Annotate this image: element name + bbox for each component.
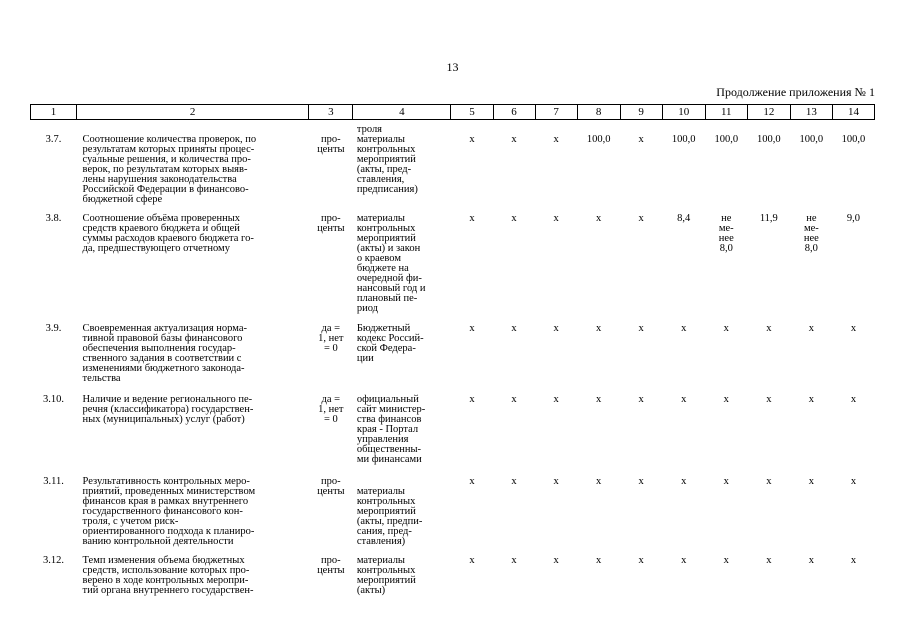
- text-line: изменениями бюджетного законода-: [82, 363, 245, 374]
- text-line: ства финансов: [356, 414, 422, 425]
- text-line: риод: [356, 303, 379, 314]
- text-line: x: [681, 323, 687, 334]
- unit-of-measure: [309, 477, 353, 556]
- table-row: [31, 324, 875, 395]
- value-cell-col-6: [493, 556, 535, 608]
- text-line: 8,0: [804, 243, 818, 254]
- text-line: финансов края в рамках внутреннего: [82, 496, 249, 507]
- text-line: да =: [321, 323, 341, 334]
- text-line: (акты, предпи-: [356, 516, 423, 527]
- value-cell-col-6: [493, 395, 535, 477]
- text-line: нее: [718, 233, 734, 244]
- row-number: 3.9.: [45, 323, 62, 334]
- value-cell-col-7: [535, 135, 577, 214]
- text-line: x: [511, 555, 517, 566]
- text-line: 11,9: [759, 213, 778, 224]
- value-cell-col-10: [662, 395, 705, 477]
- text-line: 100,0: [586, 134, 611, 145]
- value-cell-col-12: [747, 395, 790, 477]
- value-cell-col-14: [832, 135, 874, 214]
- value-cell-col-14: [832, 477, 874, 556]
- text-line: не: [806, 213, 817, 224]
- text-line: ме-: [718, 223, 734, 234]
- text-line: = 0: [323, 414, 338, 425]
- text-line: (акты) и закон: [356, 243, 421, 254]
- value-cell-col-9: [620, 324, 662, 395]
- text-line: 100,0: [841, 134, 866, 145]
- value-cell-col-13: [790, 135, 832, 214]
- text-line: материалы: [356, 134, 405, 145]
- text-line: x: [469, 394, 475, 405]
- indicator-name: [77, 477, 309, 556]
- text-line: предписания): [356, 184, 418, 195]
- value-cell-col-12: [747, 556, 790, 608]
- data-source: [353, 324, 451, 395]
- column-header-12: 12: [747, 105, 790, 120]
- value-cell-col-11: [705, 324, 747, 395]
- column-header-1: 1: [31, 105, 77, 120]
- value-cell-col-13: [790, 477, 832, 556]
- text-line: x: [596, 476, 602, 487]
- text-line: x: [553, 394, 559, 405]
- value-cell-col-14: [832, 214, 874, 324]
- text-line: контрольных: [356, 144, 416, 155]
- value-cell-col-11: [705, 556, 747, 608]
- text-line: тельства: [82, 373, 121, 384]
- text-line: x: [766, 476, 772, 487]
- text-line: 8,0: [719, 243, 733, 254]
- text-line: да, предшествующего отчетному: [82, 243, 230, 254]
- text-line: x: [596, 323, 602, 334]
- column-header-6: 6: [493, 105, 535, 120]
- column-header-4: 4: [353, 105, 451, 120]
- text-line: x: [850, 394, 857, 405]
- text-line: 1, нет: [318, 404, 344, 415]
- text-line: лены нарушения законодательства: [82, 174, 237, 185]
- text-line: очередной фи-: [356, 273, 422, 284]
- text-line: центы: [317, 486, 345, 497]
- text-line: про-: [321, 555, 341, 566]
- text-line: ской Федера-: [356, 343, 416, 354]
- text-line: x: [723, 394, 729, 405]
- text-line: результатам которых приняты процес-: [82, 144, 255, 155]
- text-line: (акты, пред-: [356, 164, 412, 175]
- text-line: бюджете на: [356, 263, 409, 274]
- text-line: x: [553, 323, 559, 334]
- text-line: речня (классификатора) государствен-: [82, 404, 254, 415]
- unit-of-measure: [309, 214, 353, 324]
- value-cell-col-13: [790, 556, 832, 608]
- value-cell-col-11: [705, 214, 747, 324]
- text-line: x: [850, 323, 857, 334]
- data-source: [353, 214, 451, 324]
- text-line: (акты): [356, 585, 386, 596]
- text-line: x: [723, 555, 729, 566]
- indicator-name: [77, 556, 309, 608]
- column-numbers-row: [31, 105, 875, 120]
- value-cell-col-12: [747, 324, 790, 395]
- value-cell-col-14: [832, 395, 874, 477]
- column-header-3: 3: [309, 105, 353, 120]
- value-cell-col-10: [662, 556, 705, 608]
- text-line: ванию контрольной деятельности: [82, 536, 234, 547]
- text-line: Темп изменения объема бюджетных: [82, 555, 245, 566]
- data-source: [353, 477, 451, 556]
- text-line: про-: [321, 134, 341, 145]
- text-line: тивной правовой базы финансового: [82, 333, 243, 344]
- data-source: [353, 556, 451, 608]
- value-cell-col-9: [620, 556, 662, 608]
- indicator-name: [77, 395, 309, 477]
- text-line: 100,0: [714, 134, 739, 145]
- table-row: [31, 135, 875, 214]
- value-cell-col-10: [662, 477, 705, 556]
- value-cell-col-6: [493, 477, 535, 556]
- text-line: контрольных: [356, 565, 416, 576]
- value-cell-col-14: [832, 556, 874, 608]
- text-line: x: [511, 134, 517, 145]
- unit-of-measure: [309, 395, 353, 477]
- indicator-name: [77, 135, 309, 214]
- text-line: края - Портал: [356, 424, 419, 435]
- value-cell-col-11: [705, 395, 747, 477]
- data-source: [353, 395, 451, 477]
- text-line: 100,0: [757, 134, 781, 145]
- column-header-9: 9: [620, 105, 662, 120]
- text-line: x: [469, 213, 475, 224]
- row-number: 3.7.: [45, 134, 62, 145]
- text-line: ных (муниципальных) услуг (работ): [82, 414, 245, 425]
- text-line: x: [553, 134, 559, 145]
- text-line: x: [511, 213, 517, 224]
- text-line: 1, нет: [318, 333, 344, 344]
- column-header-13: 13: [790, 105, 832, 120]
- text-line: 9,0: [846, 213, 860, 224]
- text-line: x: [638, 476, 644, 487]
- indicator-name: [77, 324, 309, 395]
- text-line: x: [511, 394, 517, 405]
- text-line: нее: [803, 233, 819, 244]
- text-line: центы: [317, 223, 345, 234]
- text-line: управления: [356, 434, 409, 445]
- text-line: контрольных: [356, 223, 416, 234]
- text-line: x: [808, 476, 814, 487]
- value-cell-col-10: [662, 135, 705, 214]
- text-line: Своевременная актуализация норма-: [82, 323, 247, 334]
- column-header-8: 8: [577, 105, 620, 120]
- value-cell-col-8: [577, 556, 620, 608]
- value-cell-col-6: [493, 135, 535, 214]
- text-line: x: [681, 476, 687, 487]
- text-line: 100,0: [671, 134, 696, 145]
- text-line: ставления): [356, 536, 406, 547]
- text-line: Соотношение количества проверок, по: [82, 134, 257, 145]
- carry-over-text: троля: [356, 124, 383, 135]
- value-cell-col-12: [747, 135, 790, 214]
- text-line: мероприятий: [356, 233, 416, 244]
- text-line: Бюджетный: [356, 323, 411, 334]
- text-line: ме-: [803, 223, 819, 234]
- text-line: x: [511, 476, 517, 487]
- value-cell-col-9: [620, 135, 662, 214]
- text-line: x: [638, 394, 644, 405]
- page-number: 13: [446, 60, 459, 74]
- text-line: материалы: [356, 486, 405, 497]
- text-line: центы: [317, 565, 345, 576]
- value-cell-col-6: [493, 324, 535, 395]
- text-line: x: [469, 134, 475, 145]
- text-line: Соотношение объёма проверенных: [82, 213, 241, 224]
- text-line: x: [766, 555, 772, 566]
- table-row: [31, 477, 875, 556]
- text-line: нансовый год и: [356, 283, 426, 294]
- data-source: [353, 135, 451, 214]
- text-line: плановый пе-: [356, 293, 418, 304]
- indicators-table: [30, 104, 875, 608]
- text-line: x: [681, 555, 687, 566]
- text-line: мероприятий: [356, 506, 416, 517]
- column-header-7: 7: [535, 105, 577, 120]
- text-line: материалы: [356, 213, 405, 224]
- text-line: суммы расходов краевого бюджета го-: [82, 233, 254, 244]
- text-line: да =: [321, 394, 341, 405]
- text-line: = 0: [323, 343, 338, 354]
- text-line: x: [766, 394, 772, 405]
- value-cell-col-13: [790, 324, 832, 395]
- text-line: сайт министер-: [356, 404, 426, 415]
- text-line: приятий, проведенных министерством: [82, 486, 256, 497]
- appendix-title: Продолжение приложения № 1: [716, 85, 875, 99]
- table-row: [31, 395, 875, 477]
- value-cell-col-12: [747, 214, 790, 324]
- text-line: x: [808, 323, 814, 334]
- text-line: суальные решения, и количества про-: [82, 154, 251, 165]
- value-cell-col-5: [451, 395, 493, 477]
- text-line: x: [638, 555, 644, 566]
- row-number: 3.8.: [45, 213, 62, 224]
- value-cell-col-7: [535, 477, 577, 556]
- value-cell-col-7: [535, 395, 577, 477]
- text-line: x: [681, 394, 687, 405]
- column-header-5: 5: [451, 105, 493, 120]
- text-line: бюджетной сфере: [82, 194, 163, 205]
- text-line: x: [553, 555, 559, 566]
- value-cell-col-10: [662, 324, 705, 395]
- value-cell-col-8: [577, 477, 620, 556]
- value-cell-col-6: [493, 214, 535, 324]
- value-cell-col-9: [620, 214, 662, 324]
- row-number: 3.11.: [43, 476, 64, 487]
- carry-over-row: [31, 120, 875, 136]
- text-line: x: [638, 213, 644, 224]
- text-line: ции: [356, 353, 374, 364]
- text-line: x: [553, 213, 559, 224]
- text-line: ми финансами: [356, 454, 422, 465]
- text-line: тий органа внутреннего государствен-: [82, 585, 254, 596]
- text-line: x: [850, 555, 857, 566]
- text-line: x: [596, 394, 602, 405]
- text-line: x: [850, 476, 857, 487]
- text-line: ственного задания в соответствии с: [82, 353, 242, 364]
- text-line: Наличие и ведение регионального пе-: [82, 394, 253, 405]
- text-line: общественны-: [356, 444, 422, 455]
- text-line: x: [723, 476, 729, 487]
- text-line: мероприятий: [356, 154, 416, 165]
- column-header-10: 10: [662, 105, 705, 120]
- text-line: центы: [317, 144, 345, 155]
- text-line: мероприятий: [356, 575, 416, 586]
- value-cell-col-11: [705, 477, 747, 556]
- value-cell-col-5: [451, 556, 493, 608]
- value-cell-col-5: [451, 135, 493, 214]
- text-line: средств, использование которых про-: [82, 565, 250, 576]
- column-header-2: 2: [77, 105, 309, 120]
- text-line: x: [723, 323, 729, 334]
- value-cell-col-7: [535, 324, 577, 395]
- value-cell-col-9: [620, 395, 662, 477]
- value-cell-col-5: [451, 324, 493, 395]
- value-cell-col-13: [790, 395, 832, 477]
- text-line: троля, с учетом риск-: [82, 516, 179, 527]
- unit-of-measure: [309, 135, 353, 214]
- text-line: про-: [321, 476, 341, 487]
- indicator-name: [77, 214, 309, 324]
- text-line: Российской Федерации в финансово-: [82, 184, 249, 195]
- value-cell-col-5: [451, 214, 493, 324]
- text-line: государственного финансового кон-: [82, 506, 243, 517]
- text-line: обеспечения выполнения государ-: [82, 343, 236, 354]
- text-line: x: [469, 555, 475, 566]
- value-cell-col-10: [662, 214, 705, 324]
- unit-of-measure: [309, 324, 353, 395]
- text-line: ориентированного подхода к планиро-: [82, 526, 255, 537]
- value-cell-col-7: [535, 556, 577, 608]
- text-line: контрольных: [356, 496, 416, 507]
- text-line: материалы: [356, 555, 405, 566]
- text-line: x: [596, 555, 602, 566]
- table-row: [31, 556, 875, 608]
- text-line: Результативность контрольных меро-: [82, 476, 250, 487]
- table-row: [31, 214, 875, 324]
- text-line: x: [511, 323, 517, 334]
- text-line: верок, по результатам которых выяв-: [82, 164, 248, 175]
- text-line: сания, пред-: [356, 526, 412, 537]
- row-number: 3.10.: [43, 394, 65, 405]
- text-line: средств краевого бюджета и общей: [82, 223, 240, 234]
- value-cell-col-14: [832, 324, 874, 395]
- text-line: x: [553, 476, 559, 487]
- value-cell-col-8: [577, 395, 620, 477]
- row-number: 3.12.: [43, 555, 65, 566]
- value-cell-col-8: [577, 324, 620, 395]
- unit-of-measure: [309, 556, 353, 608]
- value-cell-col-7: [535, 214, 577, 324]
- text-line: x: [596, 213, 602, 224]
- text-line: x: [808, 555, 814, 566]
- text-line: ставления,: [356, 174, 405, 185]
- column-header-14: 14: [832, 105, 874, 120]
- text-line: x: [638, 134, 644, 145]
- text-line: x: [638, 323, 644, 334]
- table-body: [31, 105, 875, 609]
- value-cell-col-5: [451, 477, 493, 556]
- text-line: верено в ходе контрольных меропри-: [82, 575, 249, 586]
- text-line: про-: [321, 213, 341, 224]
- value-cell-col-12: [747, 477, 790, 556]
- text-line: x: [469, 323, 475, 334]
- text-line: x: [766, 323, 772, 334]
- value-cell-col-8: [577, 135, 620, 214]
- text-line: x: [808, 394, 814, 405]
- value-cell-col-9: [620, 477, 662, 556]
- text-line: не: [721, 213, 732, 224]
- text-line: о краевом: [356, 253, 401, 264]
- text-line: 8,4: [677, 213, 691, 224]
- value-cell-col-8: [577, 214, 620, 324]
- value-cell-col-13: [790, 214, 832, 324]
- text-line: x: [469, 476, 475, 487]
- value-cell-col-11: [705, 135, 747, 214]
- text-line: кодекс Россий-: [356, 333, 424, 344]
- text-line: официальный: [356, 394, 419, 405]
- text-line: 100,0: [799, 134, 824, 145]
- column-header-11: 11: [705, 105, 747, 120]
